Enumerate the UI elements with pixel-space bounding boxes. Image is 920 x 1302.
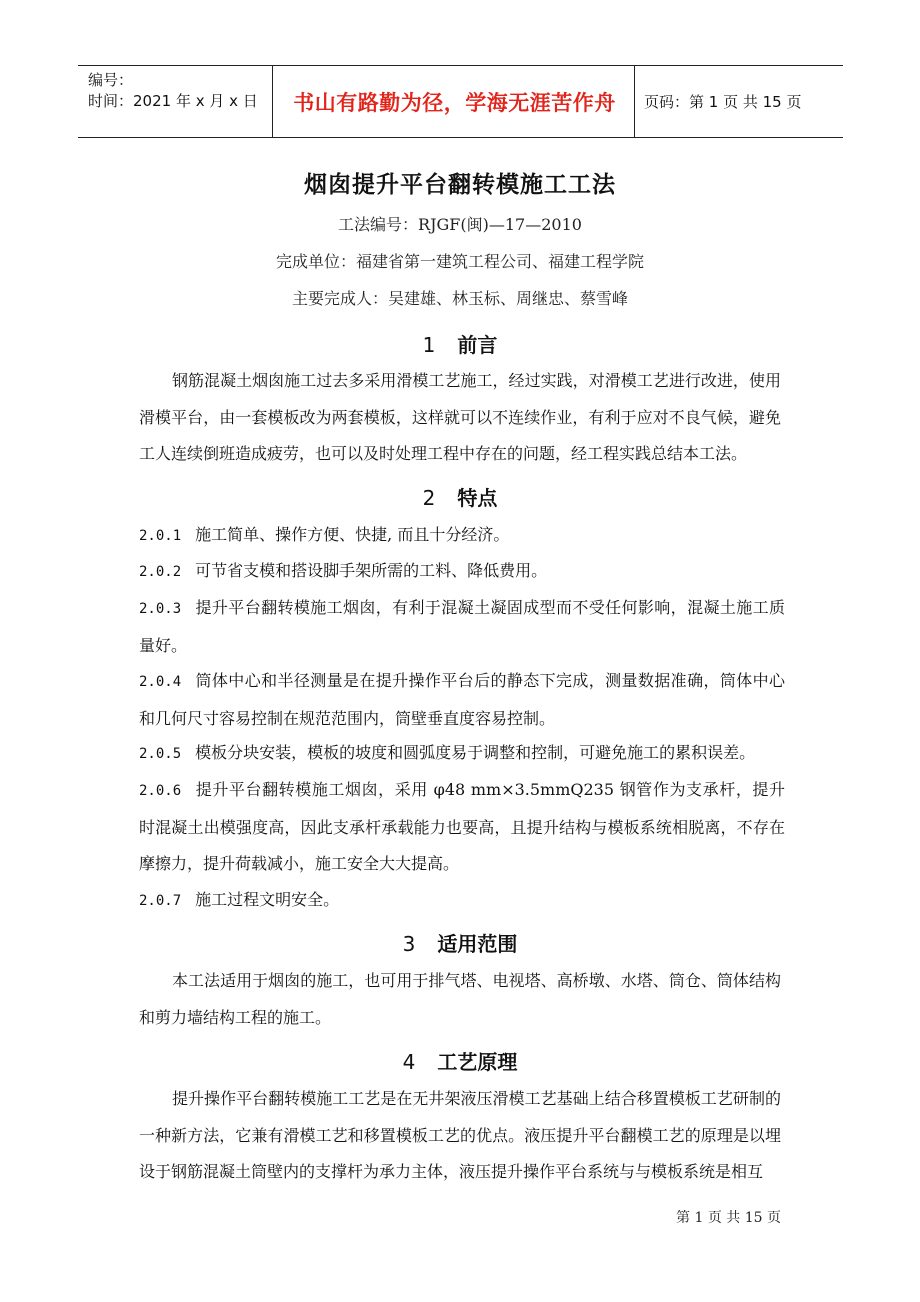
feature-item	[139, 882, 785, 920]
main-authors: 主要完成人：吴建雄、林玉标、周继忠、蔡雪峰	[291, 289, 628, 308]
scope-paragraph: 本工法适用于烟囱的施工，也可用于排气塔、电视塔、高桥墩、水塔、筒仓、筒体结构和剪力墙结构工程的施工。	[139, 971, 781, 1027]
feature-number: 2.0.5	[139, 746, 182, 762]
feature-number: 2.0.4	[139, 674, 182, 690]
section-heading-3	[0, 928, 920, 957]
section-heading-2	[0, 482, 920, 511]
intro-paragraph: 钢筋混凝土烟囱施工过去多采用滑模工艺施工，经过实践，对滑模工艺进行改进，使用滑模平台，由一套模板改为两套模板，这样就可以不连续作业，有利于应对不良气候，避免工人连续倒班造成疲劳，也可以及时处理工程中存在的问题，经工程实践总结本工法。	[139, 371, 781, 463]
feature-text: 施工简单、操作方便、快捷, 而且十分经济。	[195, 525, 510, 544]
feature-number: 2.0.3	[139, 601, 182, 617]
section-title: 特点	[457, 486, 498, 510]
header-page-number: 页码：第 1 页 共 15 页	[644, 93, 802, 111]
feature-item	[139, 663, 785, 737]
header-divider	[634, 66, 635, 137]
section-number: 1	[422, 333, 436, 357]
feature-item	[139, 772, 785, 883]
section-number: 4	[402, 1050, 416, 1074]
feature-number: 2.0.1	[139, 528, 182, 544]
section-title: 工艺原理	[437, 1050, 518, 1074]
feature-number: 2.0.2	[139, 564, 182, 580]
method-code: 工法编号：RJGF(闽)—17—2010	[338, 215, 582, 234]
feature-text: 可节省支模和搭设脚手架所需的工料、降低费用。	[195, 561, 548, 580]
feature-number: 2.0.7	[139, 893, 182, 909]
section-title: 适用范围	[437, 932, 518, 956]
feature-text: 施工过程文明安全。	[195, 890, 340, 909]
feature-text: 提升平台翻转模施工烟囱，采用 φ48 mm×3.5mmQ235 钢管作为支承杆，提升时混凝土出模强度高，因此支承杆承载能力也要高，且提升结构与模板系统相脱离，不存在摩擦力，提升荷载减小，施工安全大大提高。	[139, 780, 785, 873]
serial-number-label: 编号：	[88, 71, 134, 89]
section-number: 2	[422, 486, 436, 510]
feature-item	[139, 553, 785, 591]
feature-item	[139, 735, 785, 773]
section-heading-4	[0, 1046, 920, 1075]
header-meta-cell	[88, 70, 258, 112]
principle-paragraph: 提升操作平台翻转模施工工艺是在无井架液压滑模工艺基础上结合移置模板工艺研制的一种新方法，它兼有滑模工艺和移置模板工艺的优点。液压提升平台翻模工艺的原理是以埋设于钢筋混凝土筒壁内的支撑杆为承力主体，液压提升操作平台系统与与模板系统是相互	[139, 1089, 781, 1181]
feature-number: 2.0.6	[139, 783, 182, 799]
section-number: 3	[402, 932, 416, 956]
page-footer: 第 1 页 共 15 页	[676, 1210, 781, 1226]
section-heading-1	[0, 329, 920, 358]
feature-text: 提升平台翻转模施工烟囱，有利于混凝土凝固成型而不受任何影响，混凝土施工质量好。	[139, 598, 785, 655]
document-title: 烟囱提升平台翻转模施工工法	[304, 172, 616, 198]
header-divider	[272, 66, 273, 137]
feature-item	[139, 517, 785, 555]
feature-text: 筒体中心和半径测量是在提升操作平台后的静态下完成，测量数据准确，筒体中心和几何尺寸容易控制在规范范围内，筒壁垂直度容易控制。	[139, 671, 785, 728]
section-title: 前言	[457, 333, 498, 357]
header-motto: 书山有路勤为径，学海无涯苦作舟	[293, 90, 616, 115]
document-header-table	[78, 65, 843, 138]
feature-text: 模板分块安装，模板的坡度和圆弧度易于调整和控制，可避免施工的累积误差。	[195, 743, 756, 762]
completing-unit: 完成单位：福建省第一建筑工程公司、福建工程学院	[275, 252, 644, 271]
feature-item	[139, 590, 785, 664]
date-label: 时间：2021 年 x 月 x 日	[88, 92, 258, 110]
